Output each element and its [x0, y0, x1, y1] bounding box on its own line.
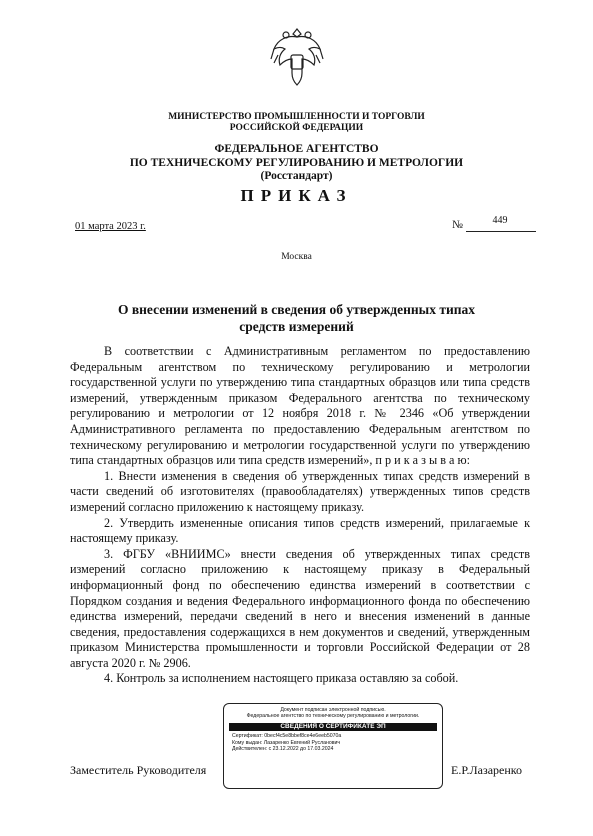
stamp-line-1: Документ подписан электронной подписью.: [280, 707, 386, 713]
e-signature-stamp: [223, 703, 443, 789]
coat-of-arms-emblem: [268, 25, 326, 87]
agency-line-2: ПО ТЕХНИЧЕСКОМУ РЕГУЛИРОВАНИЮ И МЕТРОЛОГИИ: [129, 156, 464, 169]
order-date: 01 марта 2023 г.: [75, 221, 146, 232]
order-number-underline: [466, 231, 536, 232]
ministry-line-1: МИНИСТЕРСТВО ПРОМЫШЛЕННОСТИ И ТОРГОВЛИ: [168, 112, 425, 122]
item-2: 2. Утвердить измененные описания типов средств измерений, прилагаемые к настоящему приказу.: [70, 515, 530, 546]
item-1: 1. Внести изменения в сведения об утвержденных типах средств измерений в части сведений об изготовителях (правообладателях) утвержденных типов средств измерений согласно приложению к настоящему приказу.: [70, 468, 530, 514]
item-3: 3. ФГБУ «ВНИИМС» внести сведения об утвержденных типах средств измерений согласно приложению к настоящему приказу в Федеральный информационный фонд по обеспечению единства измерений в соответствии с Порядком создания и ведения Федерального информационного фонда по обеспечению единства измерений, передачи сведений в него и внесения изменений в данные сведения, предоставления содержащихся в нем документов и сведений, утвержденным приказом Министерства промышленности и торговли Российской Федерации от 28 августа 2020 г. № 2906.: [70, 546, 530, 670]
stamp-line-2: Федеральное агентство по техническому регулированию и метрологии.: [246, 713, 420, 720]
agency-header: [0, 143, 593, 184]
document-type: ПРИКАЗ: [240, 186, 353, 205]
order-title-line-1: О внесении изменений в сведения об утвержденных типах: [117, 302, 476, 317]
agency-line-3: (Росстандарт): [260, 170, 333, 182]
intro-paragraph: В соответствии с Административным регламентом по предоставлению Федеральным агентством по техническому регулированию и метрологии государственной услуги по утверждению типа стандартных образцов или типа средств измерений, утвержденным приказом Федерального агентства по техническому регулированию и метрологии от 12 ноября 2018 г. № 2346 «Об утверждении Административного регламента по предоставлению Федеральным агентством по техническому регулированию и метрологии государственной услуги по утверждению типа стандартных образцов или типа средств измерений», п р и к а з ы в а ю:: [70, 344, 530, 468]
ministry-line-2: РОССИЙСКОЙ ФЕДЕРАЦИИ: [229, 123, 364, 133]
item-4: 4. Контроль за исполнением настоящего приказа оставляю за собой.: [104, 671, 459, 686]
order-title-line-2: средств измерений: [239, 319, 354, 334]
stamp-valid: Действителен: с 23.12.2022 до 17.03.2024: [232, 746, 334, 753]
order-number: 449: [492, 215, 508, 226]
stamp-header: СВЕДЕНИЯ О СЕРТИФИКАТЕ ЭП: [229, 723, 437, 731]
city: Москва: [281, 252, 312, 262]
order-title: [0, 301, 593, 335]
stamp-owner: Кому выдан: Лазаренко Евгений Русланович: [232, 739, 341, 746]
order-body: [70, 344, 530, 687]
stamp-cert: Сертификат: 0becf4c5e8bbef8ce4e6eeb5070a: [232, 733, 342, 740]
ministry-header: [0, 112, 593, 134]
agency-line-1: ФЕДЕРАЛЬНОЕ АГЕНТСТВО: [214, 143, 379, 155]
signer-name: Е.Р.Лазаренко: [451, 763, 523, 777]
signer-position: Заместитель Руководителя: [70, 763, 207, 777]
order-number-label: №: [452, 219, 463, 231]
